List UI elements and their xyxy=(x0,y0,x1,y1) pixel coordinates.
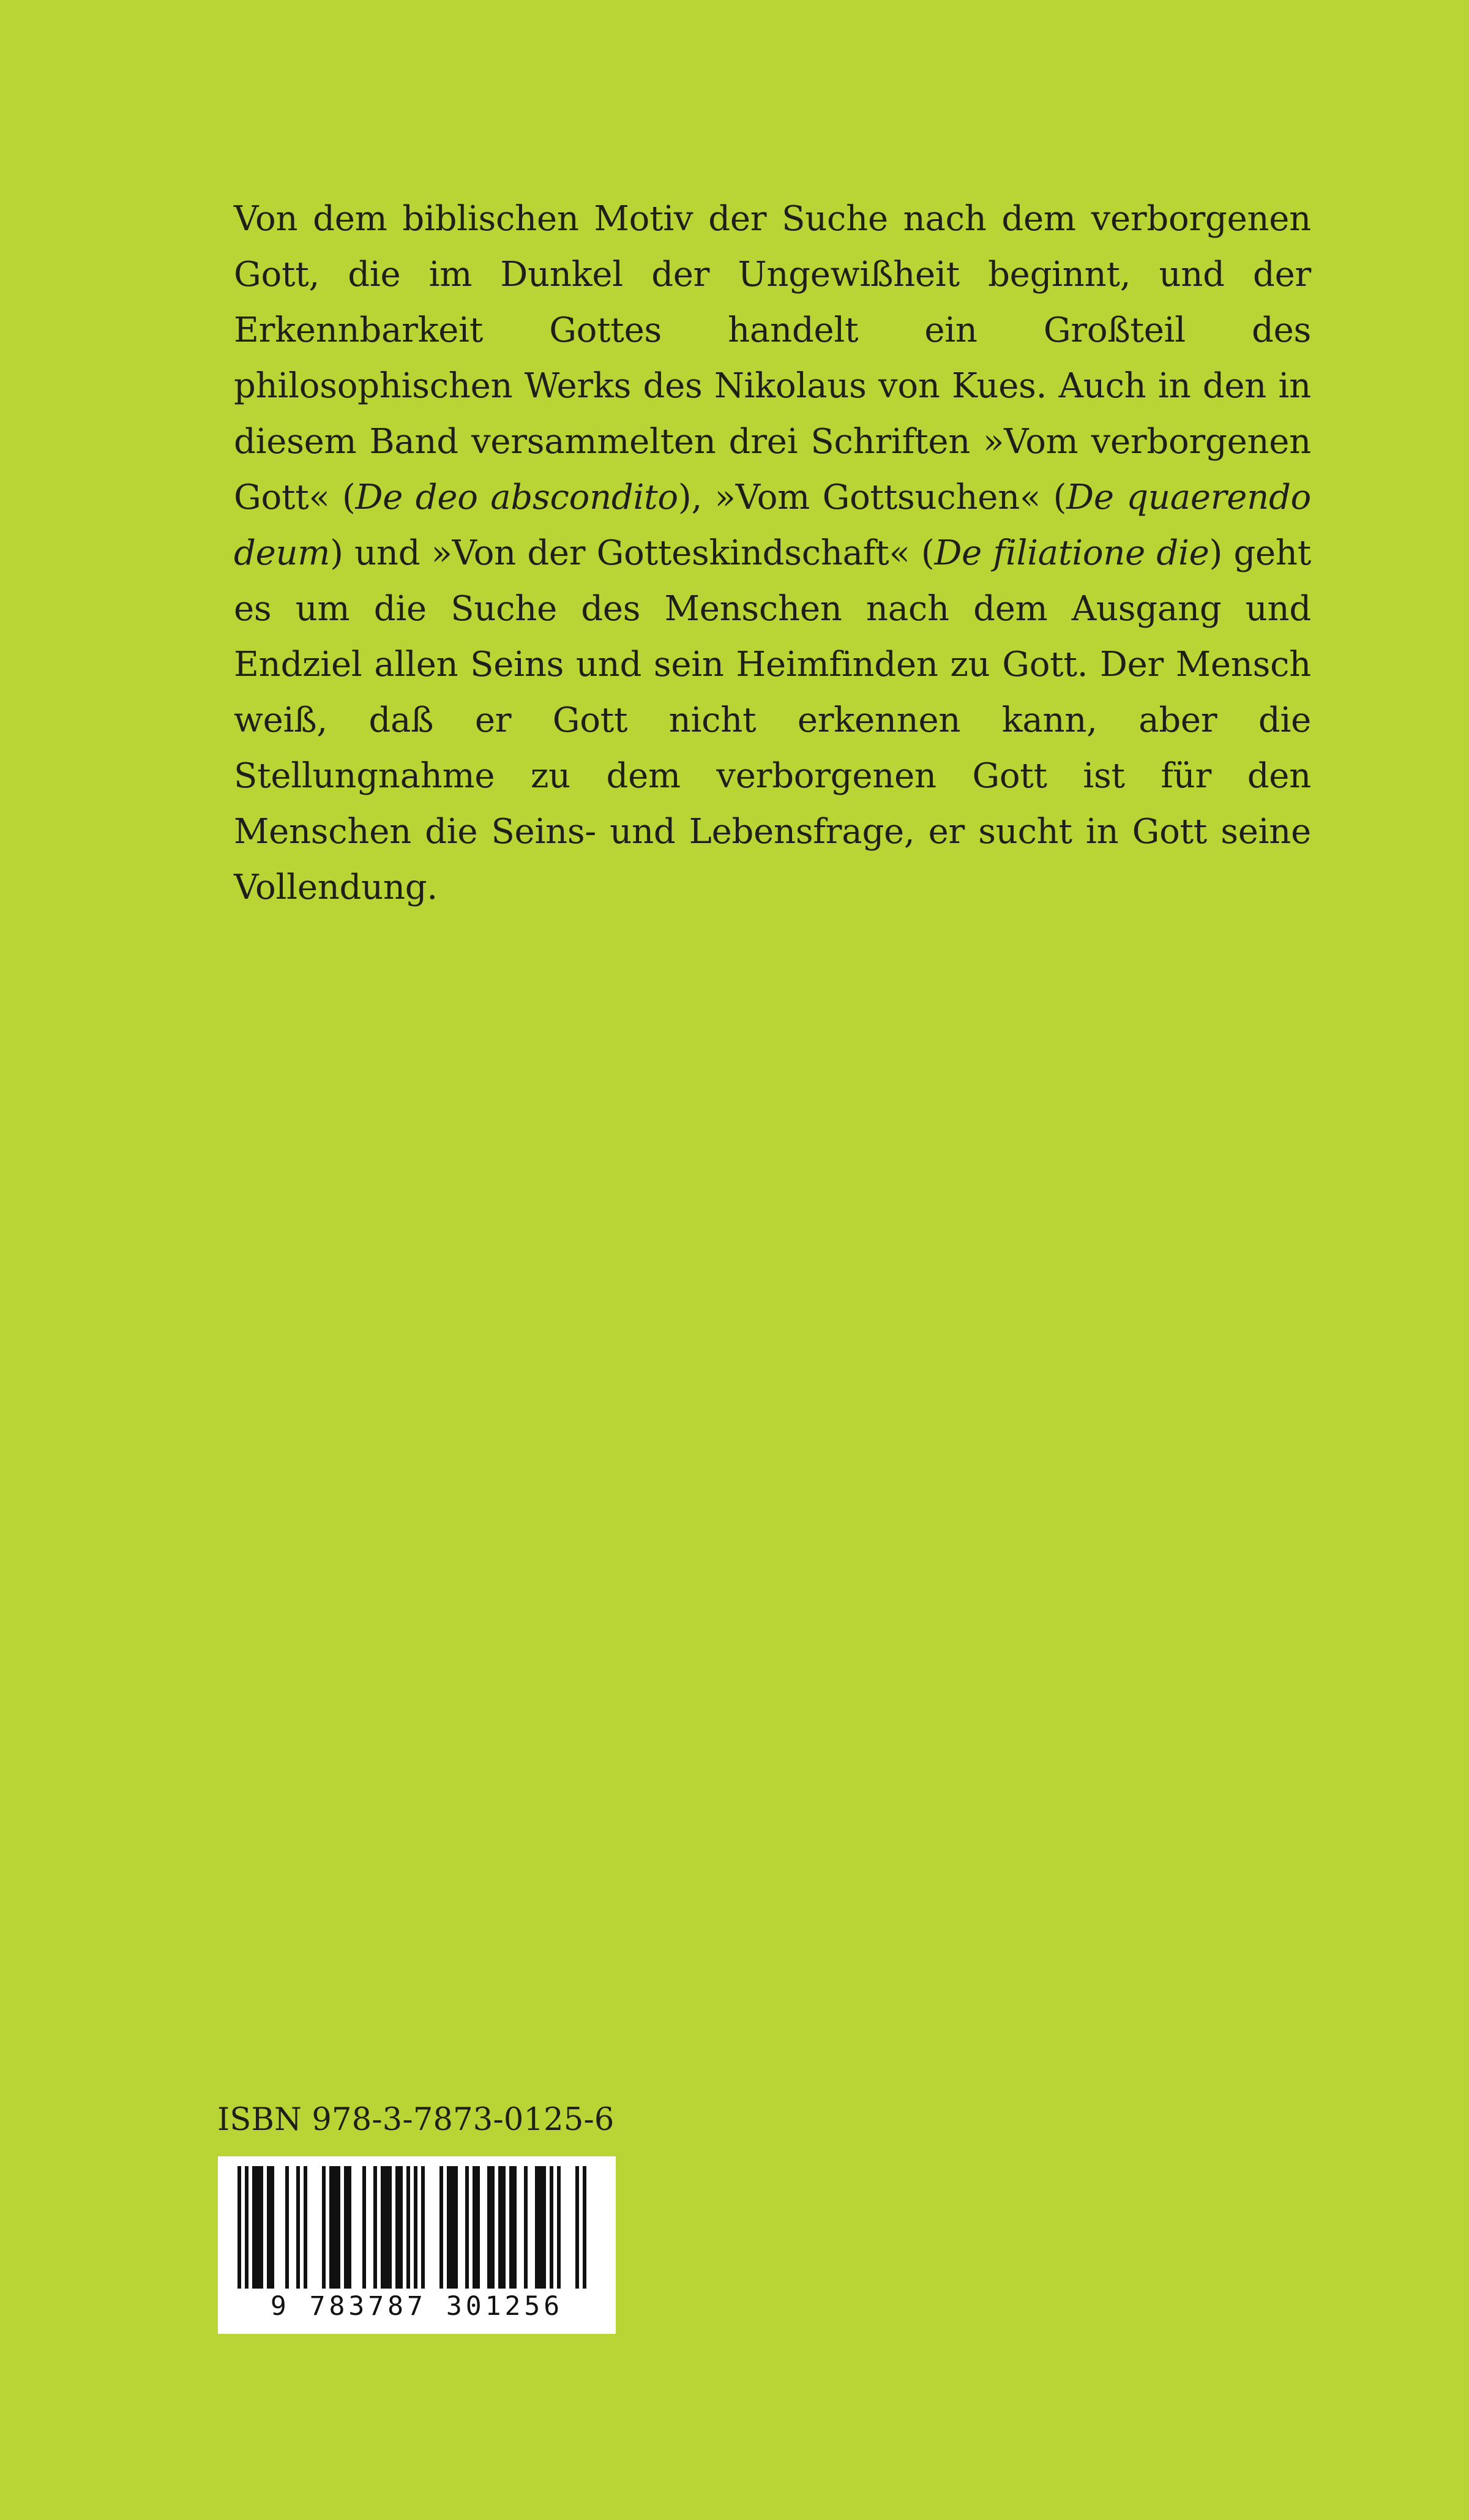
blurb-text-2: ), »Vom Gottsuchen« ( xyxy=(678,478,1067,517)
isbn-barcode xyxy=(218,2156,616,2334)
isbn-label: ISBN 978-3-7873-0125-6 xyxy=(217,2102,615,2138)
barcode-bar xyxy=(447,2166,450,2292)
barcode-bar xyxy=(260,2166,263,2292)
barcode-bar xyxy=(524,2166,528,2292)
barcode-bar xyxy=(509,2166,513,2292)
barcode-bar xyxy=(502,2166,506,2292)
barcode-bar xyxy=(557,2166,561,2292)
barcode-bar xyxy=(450,2166,454,2292)
blurb-title-de-deo-abscondito: De deo abscondito xyxy=(355,478,678,517)
barcode-bar xyxy=(421,2166,425,2292)
barcode-bar xyxy=(542,2166,546,2292)
barcode-bar xyxy=(362,2166,366,2292)
barcode-bar xyxy=(454,2166,458,2292)
barcode-bar xyxy=(256,2166,260,2292)
barcode-bar xyxy=(267,2166,271,2292)
barcode-bar xyxy=(333,2166,337,2292)
barcode-bar xyxy=(491,2166,495,2292)
barcode-bar xyxy=(550,2166,553,2292)
barcode-bar xyxy=(373,2166,377,2292)
blurb-paragraph xyxy=(234,191,1311,915)
barcode-bar xyxy=(329,2166,333,2292)
barcode-bar xyxy=(381,2166,384,2292)
barcode-bar xyxy=(322,2166,326,2292)
barcode-bar xyxy=(498,2166,502,2292)
barcode-bar xyxy=(395,2166,399,2292)
barcode-bar xyxy=(535,2166,539,2292)
blurb-text-1: Von dem biblischen Motiv der Suche nach dem verborgenen Gott, die im Dunkel der Ungewißheit beginnt, und der Erkennbarkeit Gottes handelt ein Großteil des philosophischen Werks des Nikolaus von Kues. Auch in den in diesem Band versammelten drei Schriften »Vom verborgenen Gott« ( xyxy=(234,199,1311,517)
barcode-bar xyxy=(285,2166,289,2292)
barcode-bar xyxy=(348,2166,351,2292)
barcode-bar xyxy=(399,2166,403,2292)
blurb-title-de-filiatione-die: De filiatione die xyxy=(934,533,1209,573)
barcode-bar xyxy=(337,2166,340,2292)
barcode-bar xyxy=(344,2166,348,2292)
barcode-digits: 9 783787 301256 xyxy=(228,2289,606,2324)
blurb-title-de-quaerendo-deum: De quaerendo deum xyxy=(234,478,1312,573)
barcode-bar xyxy=(271,2166,274,2292)
barcode-bar xyxy=(539,2166,542,2292)
barcode-bar xyxy=(476,2166,480,2292)
barcode-bar xyxy=(296,2166,300,2292)
barcode-bar xyxy=(252,2166,256,2292)
barcode-bar xyxy=(513,2166,517,2292)
barcode-bar xyxy=(487,2166,491,2292)
barcode-bar xyxy=(465,2166,469,2292)
barcode-bar xyxy=(304,2166,307,2292)
barcode-bar xyxy=(384,2166,388,2292)
blurb-text-3: ) und »Von der Gotteskindschaft« ( xyxy=(330,533,935,573)
cover-blurb xyxy=(234,191,1311,915)
barcode-bar xyxy=(439,2166,443,2292)
blurb-text-4: ) geht es um die Suche des Menschen nach dem Ausgang und Endziel allen Seins und sein Heimfinden zu Gott. Der Mensch weiß, daß er Gott nicht erkennen kann, aber die Stellungnahme zu dem verborgenen Gott ist für den Menschen die Seins- und Lebensfrage, er sucht in Gott seine Vollendung. xyxy=(234,533,1312,907)
barcode-bar xyxy=(473,2166,476,2292)
barcode-bar xyxy=(388,2166,392,2292)
